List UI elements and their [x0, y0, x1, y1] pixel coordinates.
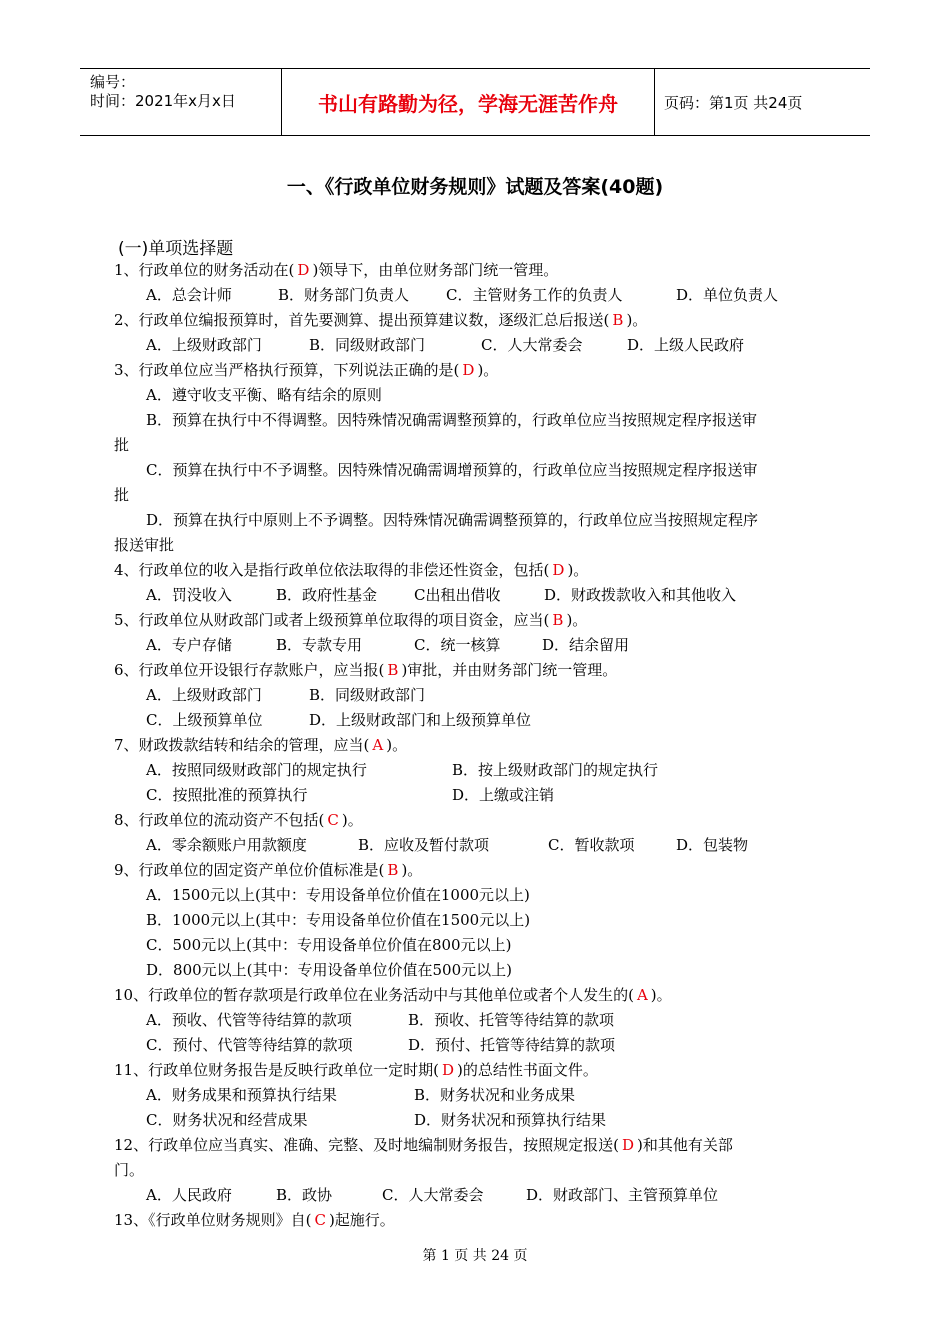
option-3c-cont: 批 — [114, 486, 130, 504]
question-list — [114, 258, 838, 1233]
option-3d: D．预算在执行中原则上不予调整。因特殊情况确需调整预算的，行政单位应当按照规定程序 — [146, 511, 759, 529]
options-2: A．上级财政部门 B．同级财政部门 C．人大常委会 D．上级人民政府 — [146, 336, 745, 354]
question-5: 5、行政单位从财政部门或者上级预算单位取得的项目资金，应当( B )。 — [114, 611, 588, 629]
answer-12: D — [621, 1136, 634, 1154]
option-9d: D．800元以上(其中：专用设备单位价值在500元以上) — [146, 961, 512, 979]
section-heading: (一)单项选择题 — [118, 239, 234, 259]
question-10: 10、行政单位的暂存款项是行政单位在业务活动中与其他单位或者个人发生的( A )。 — [114, 986, 672, 1004]
answer-13: C — [314, 1211, 326, 1229]
answer-6: B — [387, 661, 399, 679]
options-5: A．专户存储 B．专款专用 C．统一核算 D．结余留用 — [146, 636, 630, 654]
question-12: 12、行政单位应当真实、准确、完整、及时地编制财务报告，按照规定报送( D )和其他有关部 — [114, 1136, 733, 1154]
header-motto: 书山有路勤为径，学海无涯苦作舟 — [282, 69, 655, 135]
header-meta — [80, 69, 282, 135]
option-3b: B．预算在执行中不得调整。因特殊情况确需调整预算的，行政单位应当按照规定程序报送审 — [146, 411, 758, 429]
question-11: 11、行政单位财务报告是反映行政单位一定时期( D )的总结性书面文件。 — [114, 1061, 598, 1079]
question-4: 4、行政单位的收入是指行政单位依法取得的非偿还性资金，包括( D )。 — [114, 561, 589, 579]
answer-8: C — [327, 811, 339, 829]
answer-1: D — [297, 261, 310, 279]
answer-10: A — [636, 986, 648, 1004]
question-2: 2、行政单位编报预算时，首先要测算、提出预算建议数，逐级汇总后报送( B )。 — [114, 311, 648, 329]
question-8: 8、行政单位的流动资产不包括( C )。 — [114, 811, 363, 829]
option-9c: C．500元以上(其中：专用设备单位价值在800元以上) — [146, 936, 512, 954]
question-12-cont: 门。 — [114, 1161, 145, 1179]
option-3d-cont: 报送审批 — [114, 536, 175, 554]
options-7b: C．按照批准的预算执行 D．上缴或注销 — [146, 786, 555, 804]
answer-4: D — [552, 561, 565, 579]
document-title: 一、《行政单位财务规则》试题及答案(40题) — [286, 176, 664, 198]
answer-2: B — [612, 311, 624, 329]
options-4: A．罚没收入 B．政府性基金 C出租出借收 D．财政拨款收入和其他收入 — [146, 586, 737, 604]
question-3: 3、行政单位应当严格执行预算，下列说法正确的是( D )。 — [114, 361, 499, 379]
question-7: 7、财政拨款结转和结余的管理，应当( A )。 — [114, 736, 408, 754]
options-10b: C．预付、代管等待结算的款项 D．预付、托管等待结算的款项 — [146, 1036, 616, 1054]
options-11b: C．财务状况和经营成果 D．财务状况和预算执行结果 — [146, 1111, 607, 1129]
header-page-info: 页码：第1页 共24页 — [664, 93, 803, 112]
options-11a: A．财务成果和预算执行结果 B．财务状况和业务成果 — [146, 1086, 576, 1104]
page-header — [80, 68, 870, 136]
answer-11: D — [441, 1061, 454, 1079]
question-9: 9、行政单位的固定资产单位价值标准是( B )。 — [114, 861, 423, 879]
question-1: 1、行政单位的财务活动在( D )领导下，由单位财务部门统一管理。 — [114, 261, 559, 279]
option-3a: A．遵守收支平衡、略有结余的原则 — [146, 386, 382, 404]
question-13: 13、《行政单位财务规则》自( C )起施行。 — [114, 1211, 395, 1229]
options-10a: A．预收、代管等待结算的款项 B．预收、托管等待结算的款项 — [146, 1011, 615, 1029]
time-label: 时间：2021年x月x日 — [90, 92, 236, 110]
option-9a: A．1500元以上(其中：专用设备单位价值在1000元以上) — [146, 886, 530, 904]
option-3b-cont: 批 — [114, 436, 130, 454]
answer-3: D — [462, 361, 475, 379]
answer-7: A — [372, 736, 384, 754]
option-3c: C．预算在执行中不予调整。因特殊情况确需调增预算的，行政单位应当按照规定程序报送审 — [146, 461, 758, 479]
options-6a: A．上级财政部门 B．同级财政部门 — [146, 686, 426, 704]
options-12: A．人民政府 B．政协 C．人大常委会 D．财政部门、主管预算单位 — [146, 1186, 719, 1204]
options-6b: C．上级预算单位 D．上级财政部门和上级预算单位 — [146, 711, 532, 729]
option-9b: B．1000元以上(其中：专用设备单位价值在1500元以上) — [146, 911, 531, 929]
options-7a: A．按照同级财政部门的规定执行 B．按上级财政部门的规定执行 — [146, 761, 659, 779]
answer-5: B — [552, 611, 564, 629]
options-1: A．总会计师 B．财务部门负责人 C．主管财务工作的负责人 D．单位负责人 — [146, 286, 779, 304]
number-label: 编号： — [90, 73, 136, 91]
page-footer: 第 1 页 共 24 页 — [422, 1248, 528, 1264]
options-8: A．零余额账户用款额度 B．应收及暂付款项 C．暂收款项 D．包装物 — [146, 836, 749, 854]
question-6: 6、行政单位开设银行存款账户，应当报( B )审批，并由财务部门统一管理。 — [114, 661, 618, 679]
answer-9: B — [387, 861, 399, 879]
